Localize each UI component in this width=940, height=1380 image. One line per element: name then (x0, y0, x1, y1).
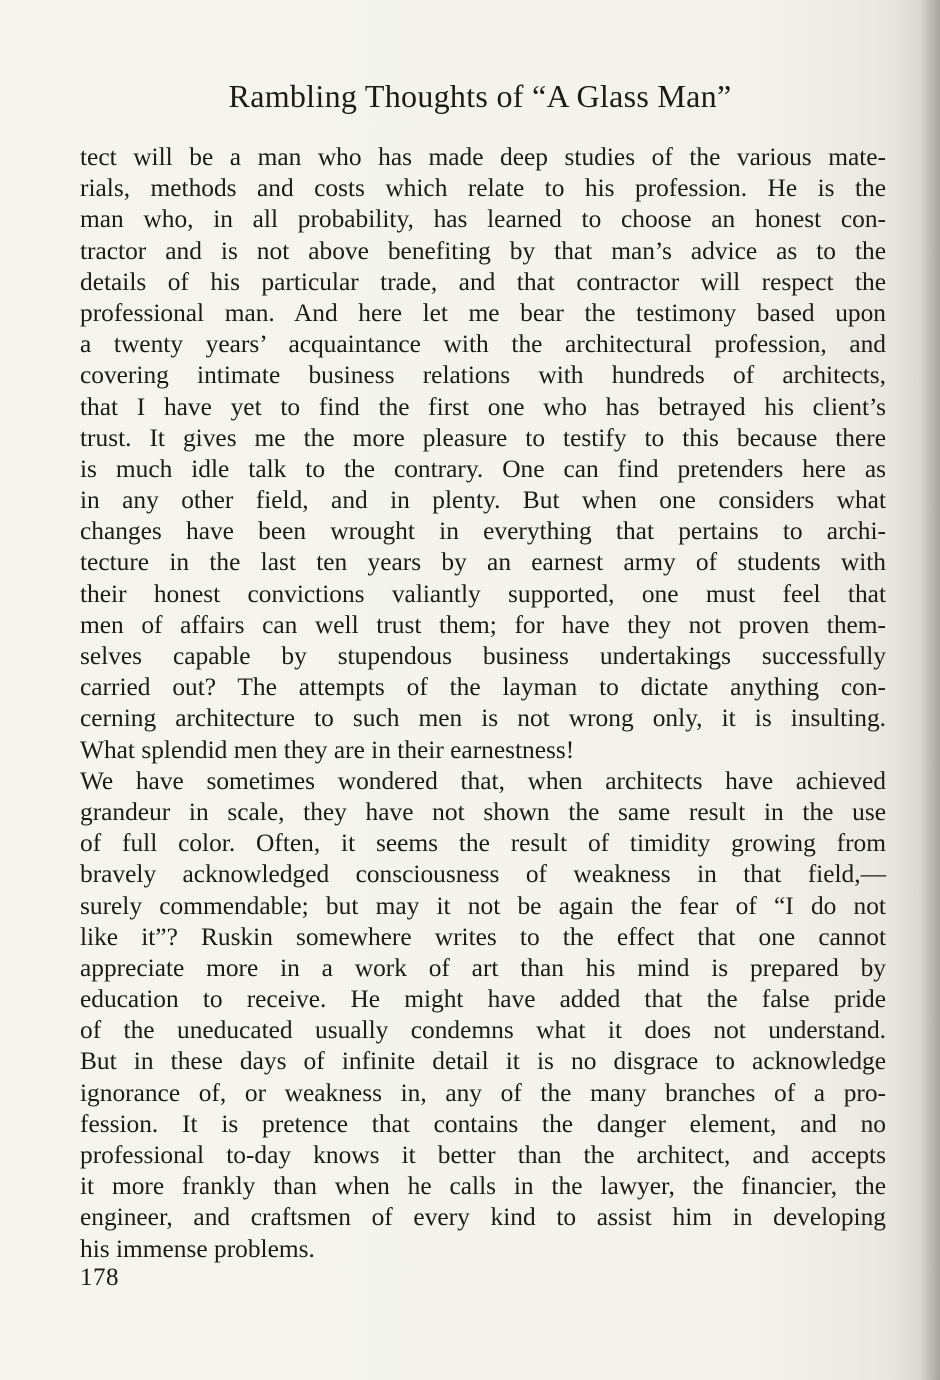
text-line: men of affairs can well trust them; for have they not proven them- (80, 610, 886, 639)
running-head: Rambling Thoughts of “A Glass Man” (228, 78, 732, 114)
text-line: of the uneducated usually condemns what it does not understand. (80, 1016, 886, 1045)
text-line: changes have been wrought in everything that pertains to archi- (80, 517, 886, 546)
text-line: tect will be a man who has made deep studies of the various mate- (80, 143, 886, 171)
text-line: appreciate more in a work of art than his mind is prepared by (80, 953, 886, 982)
text-line: professional to-day knows it better than the architect, and accepts (80, 1141, 886, 1169)
text-line: man who, in all probability, has learned to choose an honest con- (80, 205, 886, 234)
text-line: tractor and is not above benefiting by that man’s advice as to the (80, 236, 886, 265)
text-line: professional man. And here let me bear the testimony based upon (80, 298, 886, 327)
paragraph-2 (80, 766, 886, 1265)
text-line: grandeur in scale, they have not shown the same result in the use (80, 797, 886, 826)
text-line: it more frankly than when he calls in the lawyer, the financier, the (80, 1172, 886, 1201)
text-line: education to receive. He might have added that the false pride (80, 985, 886, 1014)
text-line: like it”? Ruskin somewhere writes to the effect that one cannot (80, 922, 886, 951)
text-line: their honest convictions valiantly supported, one must feel that (80, 579, 886, 608)
text-line: of full color. Often, it seems the result of timidity growing from (80, 829, 886, 858)
text-line: details of his particular trade, and that contractor will respect the (80, 267, 886, 296)
text-line: We have sometimes wondered that, when architects have achieved (80, 766, 886, 795)
text-line: is much idle talk to the contrary. One can find pretenders here as (80, 454, 886, 483)
binding-shadow (918, 0, 940, 1380)
text-line: fession. It is pretence that contains the danger element, and no (80, 1109, 886, 1138)
text-line: carried out? The attempts of the layman to dictate anything con- (80, 673, 886, 702)
text-line: his immense problems. (80, 1234, 315, 1263)
text-line: What splendid men they are in their earnestness! (80, 735, 575, 764)
page-number: 178 (80, 1264, 119, 1291)
text-line: ignorance of, or weakness in, any of the many branches of a pro- (80, 1078, 886, 1107)
text-line: cerning architecture to such men is not wrong only, it is insulting. (80, 704, 886, 733)
text-line: in any other field, and in plenty. But when one considers what (80, 486, 886, 515)
text-line: covering intimate business relations with hundreds of architects, (80, 361, 886, 390)
body-text (80, 142, 886, 1265)
text-line: engineer, and craftsmen of every kind to assist him in developing (80, 1203, 886, 1232)
text-line: a twenty years’ acquaintance with the architectural profession, and (80, 330, 886, 359)
text-line: But in these days of infinite detail it is no disgrace to acknowledge (80, 1047, 886, 1076)
text-line: trust. It gives me the more pleasure to testify to this because there (80, 423, 886, 452)
text-line: bravely acknowledged consciousness of weakness in that field,— (80, 860, 886, 889)
paragraph-1 (80, 142, 886, 766)
text-line: rials, methods and costs which relate to his profession. He is the (80, 174, 886, 203)
text-line: surely commendable; but may it not be again the fear of “I do not (80, 891, 886, 920)
text-line: tecture in the last ten years by an earnest army of students with (80, 548, 886, 577)
text-line: that I have yet to find the first one who has betrayed his client’s (80, 392, 886, 421)
text-line: selves capable by stupendous business undertakings successfully (80, 642, 886, 670)
